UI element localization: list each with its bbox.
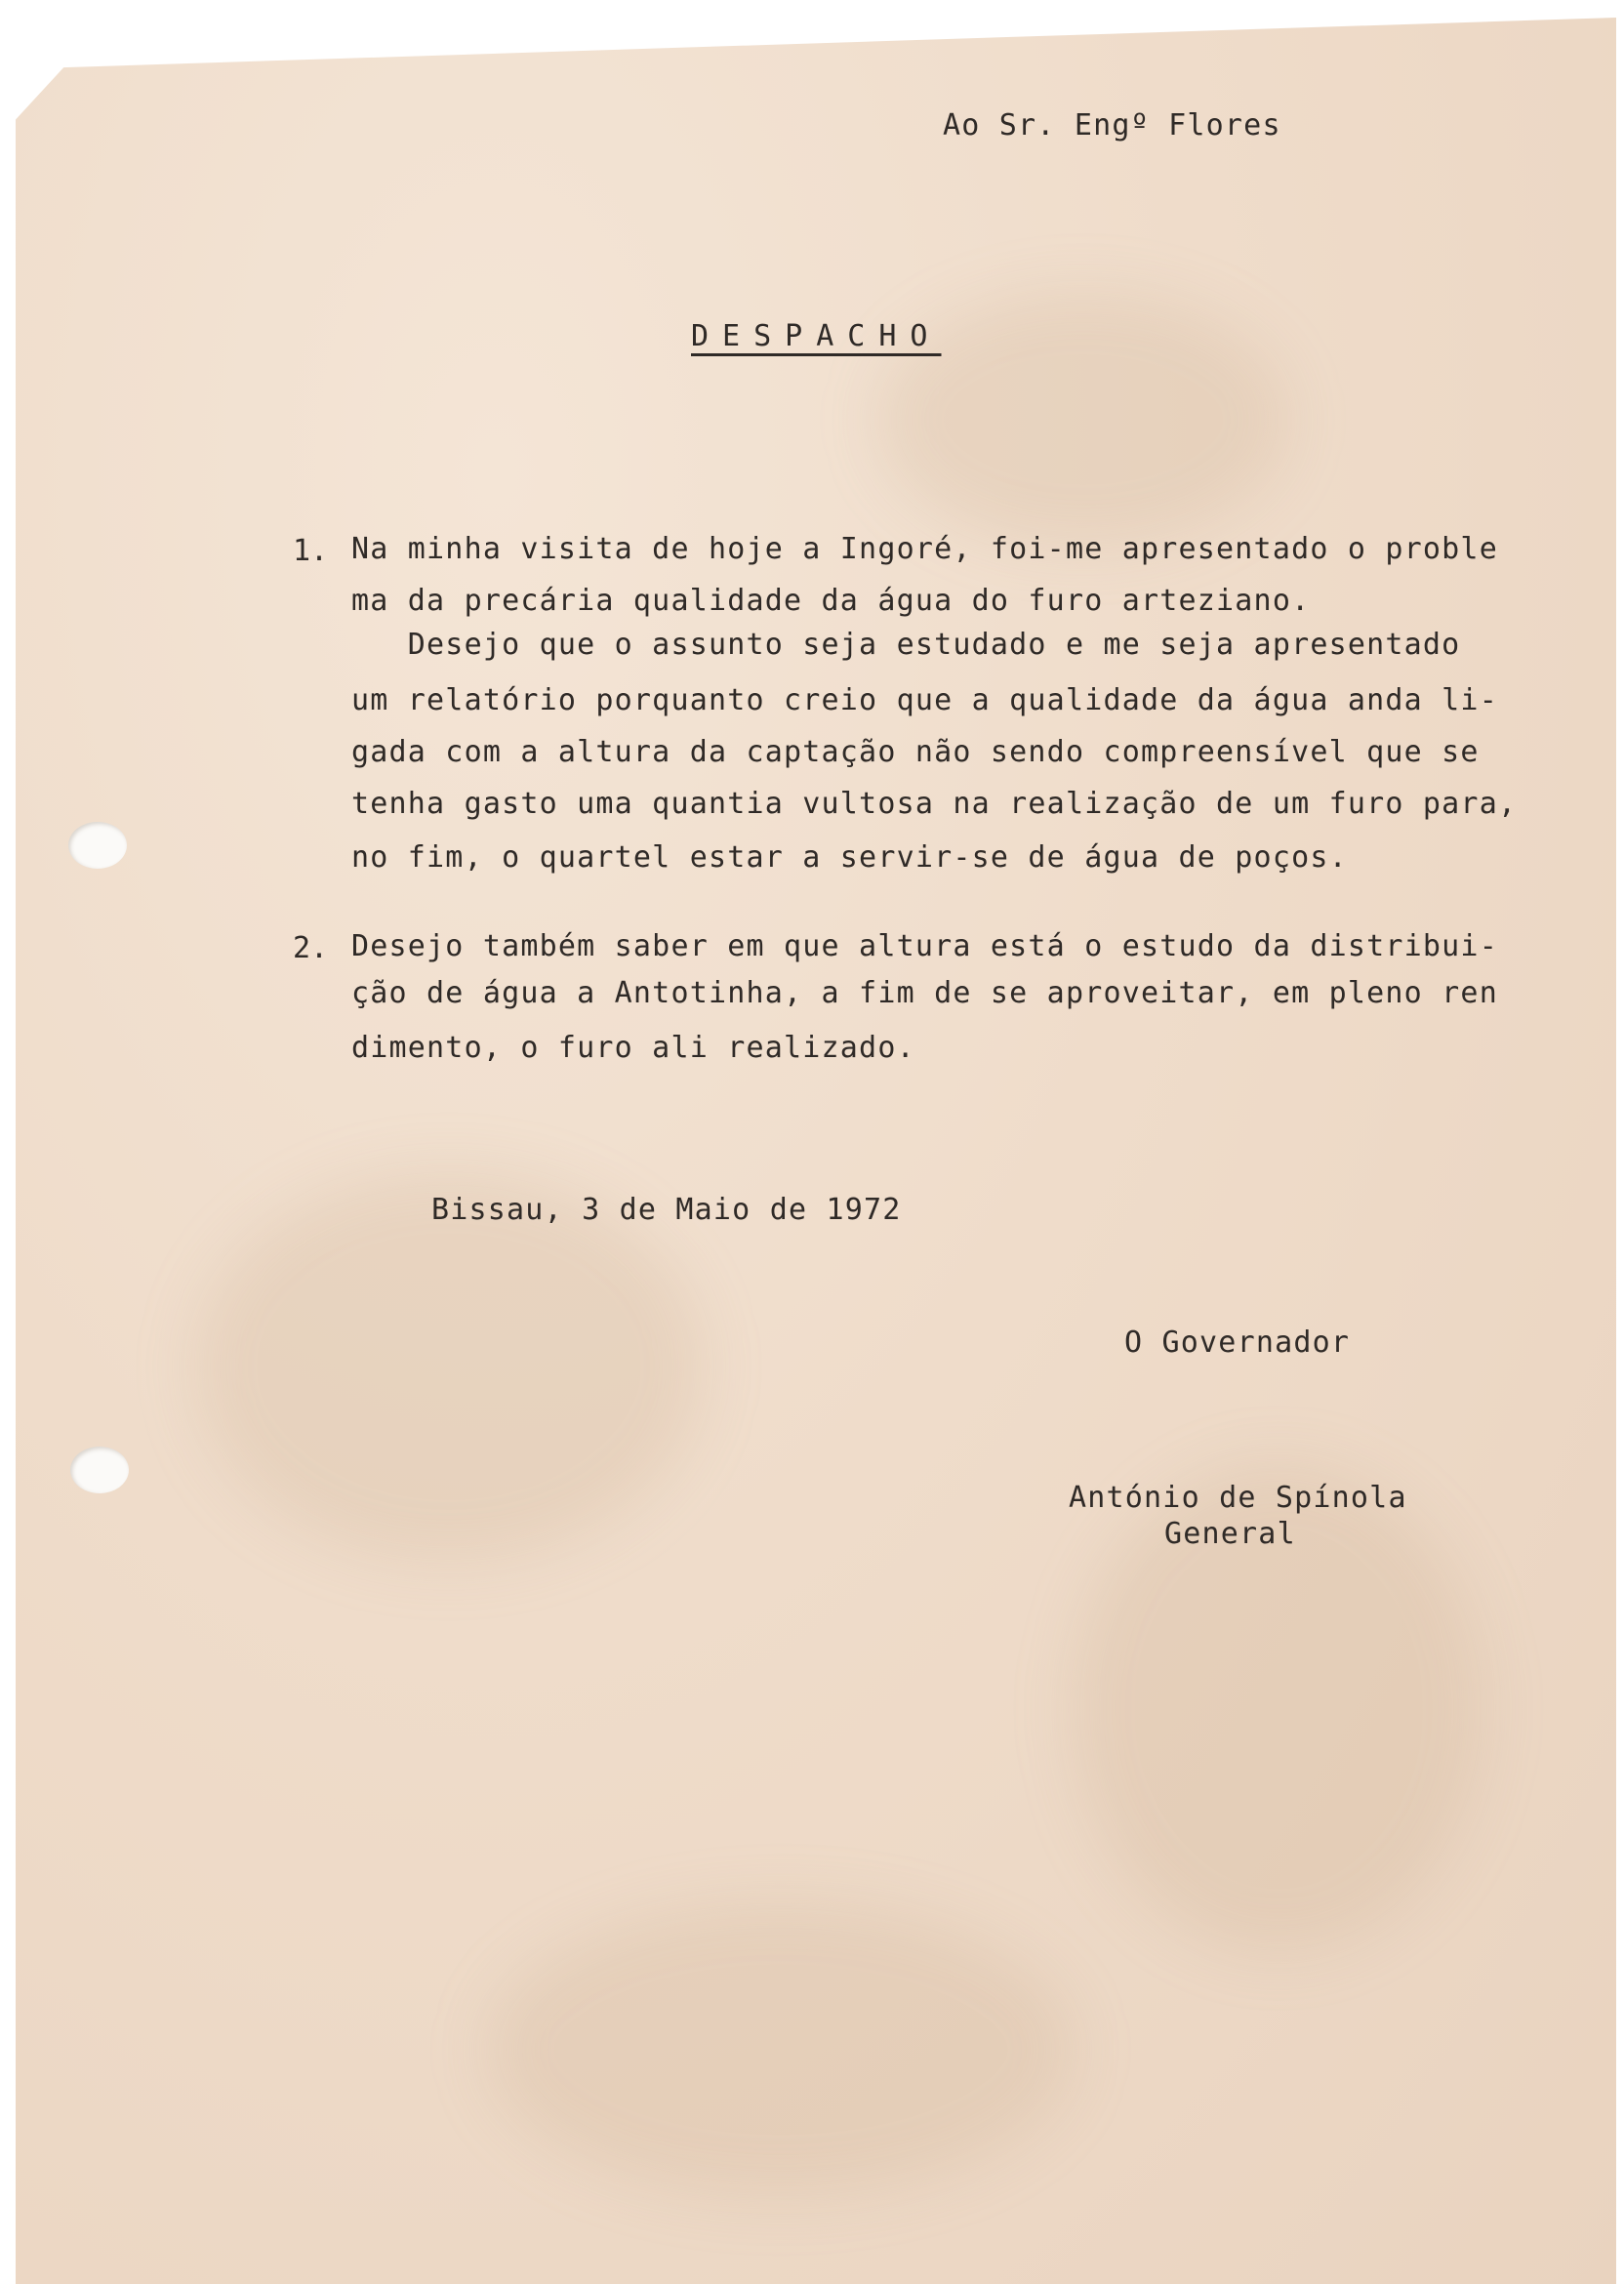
item-line: dimento, o furo ali realizado. (351, 1031, 915, 1065)
item-line: gada com a altura da captação não sendo compreensível que se (351, 735, 1480, 769)
punch-hole (68, 822, 127, 869)
item-line: um relatório porquanto creio que a qualidade da água anda li- (351, 683, 1498, 717)
document-title: DESPACHO (691, 319, 942, 353)
paper-stain (195, 1171, 703, 1562)
item-number: 2. (293, 931, 329, 965)
signatory-title: O Governador (1124, 1326, 1351, 1360)
place-date: Bissau, 3 de Maio de 1972 (431, 1193, 902, 1227)
signatory-rank: General (1164, 1517, 1296, 1551)
signatory-name: António de Spínola (1069, 1481, 1407, 1515)
item-line: ma da precária qualidade da água do furo arteziano. (351, 584, 1311, 618)
punch-hole (70, 1447, 129, 1493)
addressee: Ao Sr. Engº Flores (943, 108, 1281, 143)
paper-stain (488, 1903, 1074, 2196)
item-line: Desejo também saber em que altura está o estudo da distribui- (351, 929, 1498, 963)
item-line: Na minha visita de hoje a Ingoré, foi-me apresentado o proble (351, 532, 1498, 566)
item-line: no fim, o quartel estar a servir-se de água de poços. (351, 840, 1348, 875)
item-line: Desejo que o assunto seja estudado e me seja apresentado (351, 628, 1461, 662)
item-line: tenha gasto uma quantia vultosa na realização de um furo para, (351, 787, 1518, 821)
item-number: 1. (293, 534, 329, 568)
item-line: ção de água a Antotinha, a fim de se aproveitar, em pleno ren (351, 976, 1498, 1010)
